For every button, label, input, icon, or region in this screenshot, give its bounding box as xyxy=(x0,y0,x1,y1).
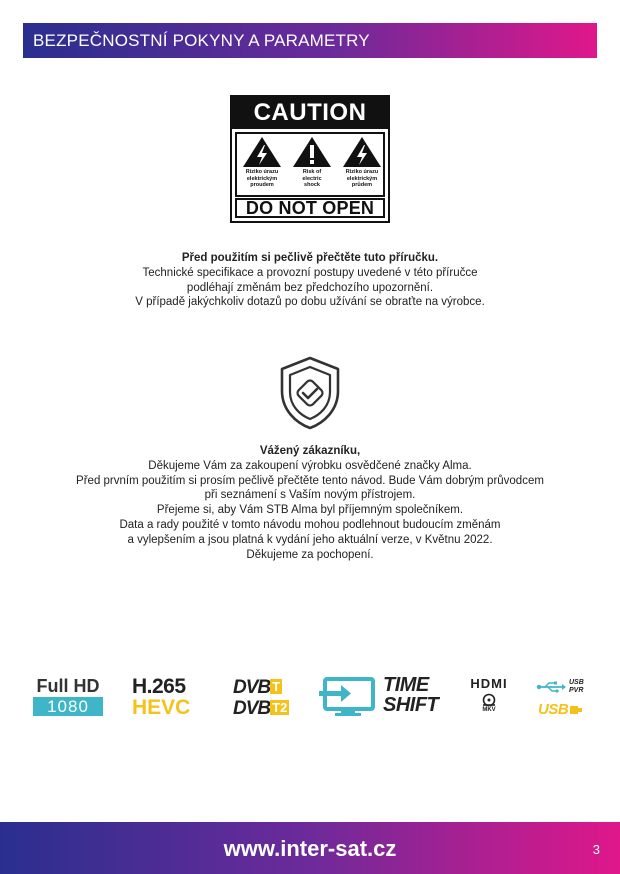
welcome-line: Děkujeme za pochopení. xyxy=(246,548,374,561)
lightning-warning-2 xyxy=(339,136,385,189)
exclamation-warning xyxy=(289,136,335,189)
warning-label-1: Riziko úrazu elektrickým proudem xyxy=(245,169,279,188)
pvr-text: PVR xyxy=(569,687,584,694)
welcome-line: a vylepšením a jsou platná k vydání jeho aktuální verze, v Květnu 2022. xyxy=(127,533,493,546)
mkv-text: MKV xyxy=(482,707,496,713)
caution-sign xyxy=(230,95,390,223)
fullhd-logo xyxy=(33,677,103,716)
dvb-logo xyxy=(233,678,299,719)
caution-warnings xyxy=(235,132,385,197)
notice-line: Technické specifikace a provozní postupy uvedené v této příručce xyxy=(142,266,478,279)
lightning-triangle-icon xyxy=(342,136,382,168)
dvb-t2-text: DVB xyxy=(233,698,271,719)
welcome-line: Před prvním použitím si prosím pečlivě přečtěte tento návod. Bude Vám dobrým průvodcem xyxy=(76,474,544,487)
fullhd-text: Full HD xyxy=(36,676,100,696)
h265-logo xyxy=(132,677,210,718)
hdmi-text: HDMI xyxy=(470,676,508,691)
lightning-triangle-icon xyxy=(242,136,282,168)
hevc-text: HEVC xyxy=(132,696,191,719)
dvb-t-badge: T xyxy=(272,679,281,694)
h265-text: H.265 xyxy=(132,675,186,698)
fullhd-1080: 1080 xyxy=(33,697,103,716)
tv-input-icon xyxy=(319,676,377,718)
website-link[interactable]: www.inter-sat.cz xyxy=(223,836,397,861)
timeshift-line1: TIME xyxy=(383,674,429,696)
usb-big-text: USB xyxy=(538,701,569,718)
welcome-line: při seznámení s Vaším novým přístrojem. xyxy=(204,489,416,502)
welcome-text xyxy=(0,444,620,562)
notice-text xyxy=(0,251,620,310)
film-reel-icon xyxy=(479,693,499,707)
warning-label-2: Risk of electric shock xyxy=(302,169,322,188)
shield-check-icon xyxy=(278,355,342,431)
welcome-greeting: Vážený zákazníku, xyxy=(259,445,361,457)
usb-plug-icon xyxy=(570,705,582,715)
exclamation-triangle-icon xyxy=(292,136,332,168)
welcome-line: Přejeme si, aby Vám STB Alma byl příjemným společníkem. xyxy=(156,504,464,517)
caution-title: CAUTION xyxy=(232,97,388,129)
notice-line: podléhají změnám bez předchozího upozornění. xyxy=(186,281,434,294)
dvb-t-text: DVB xyxy=(233,677,271,698)
timeshift-line2: SHIFT xyxy=(383,694,439,716)
section-header xyxy=(23,23,597,58)
footer xyxy=(0,822,620,874)
page-number: 3 xyxy=(592,842,600,857)
welcome-line: Děkujeme Vám za zakoupení výrobku osvědčené značky Alma. xyxy=(148,459,472,472)
do-not-open-label: DO NOT OPEN xyxy=(235,198,385,218)
welcome-line: Data a rady použité v tomto návodu mohou podlehnout budoucím změnám xyxy=(119,518,501,531)
usb-small-text: USB xyxy=(569,679,584,686)
lightning-warning-1 xyxy=(239,136,285,189)
notice-bold-line: Před použitím si pečlivě přečtěte tuto příručku. xyxy=(181,252,439,264)
feature-logos xyxy=(0,674,620,724)
hdmi-logo xyxy=(460,677,518,714)
section-title: BEZPEČNOSTNÍ POKYNY A PARAMETRY xyxy=(33,31,370,50)
warning-label-3: Riziko úrazu elektrickým průdem xyxy=(345,169,379,188)
notice-line: V případě jakýchkoliv dotazů po dobu užívání se obraťte na výrobce. xyxy=(135,296,485,309)
dvb-t2-badge: T2 xyxy=(272,700,288,715)
usb-icon xyxy=(536,681,566,693)
